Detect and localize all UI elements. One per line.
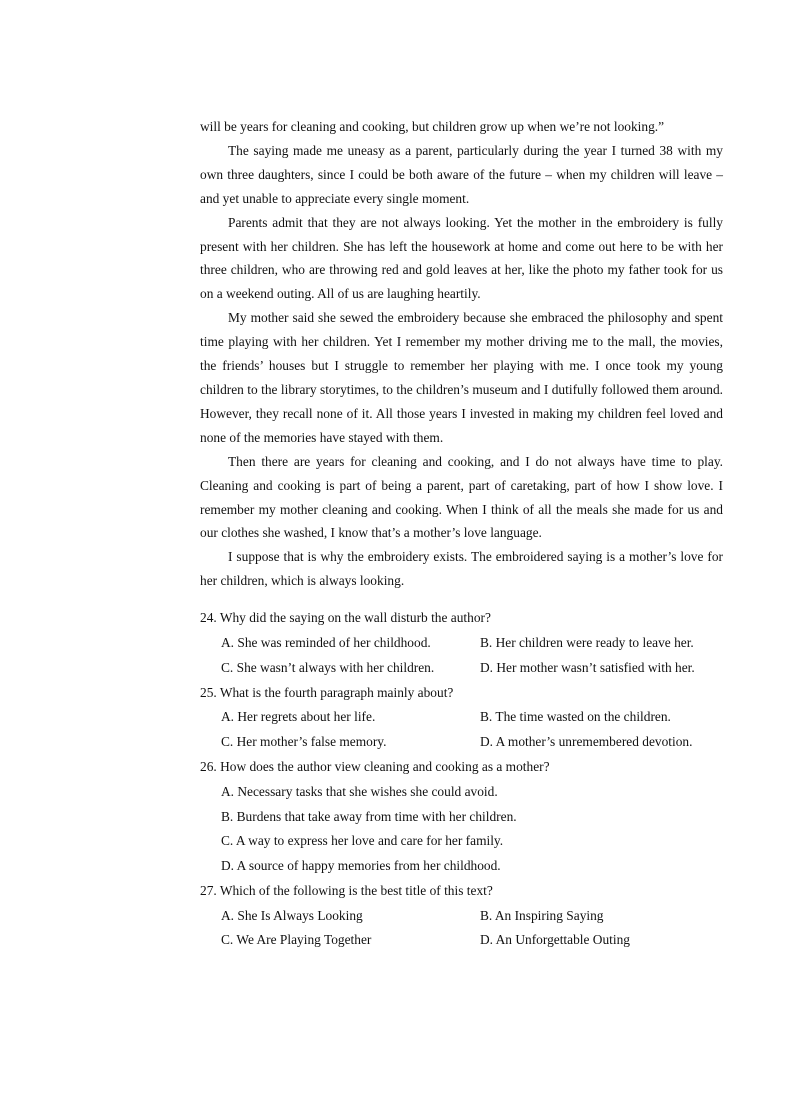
- question-26-option-c: C. A way to express her love and care for her family.: [221, 833, 504, 849]
- question-26-stem: 26. How does the author view cleaning and cooking as a mother?: [200, 758, 550, 774]
- question-26-option-b: B. Burdens that take away from time with her children.: [221, 808, 517, 824]
- passage-paragraph-3: Parents admit that they are not always looking. Yet the mother in the embroidery is fully present with her children. She has left the housework at home and come out here to be with her three children, who are throwing red and gold leaves at her, like the photo my father took for us on a weekend outing. All of us are laughing heartily.: [200, 214, 723, 302]
- passage-paragraph-6: I suppose that is why the embroidery exists. The embroidered saying is a mother’s love for her children, which is always looking.: [200, 549, 723, 589]
- question-26-options: [200, 780, 723, 879]
- question-27-option-c: C. We Are Playing Together: [221, 932, 372, 948]
- question-27: [200, 879, 723, 953]
- question-27-option-a: A. She Is Always Looking: [221, 907, 363, 923]
- question-26: [200, 755, 723, 879]
- question-list: [200, 606, 723, 953]
- question-25-options: [200, 705, 723, 755]
- question-27-option-d: D. An Unforgettable Outing: [480, 932, 631, 948]
- question-26-option-d: D. A source of happy memories from her childhood.: [221, 858, 501, 874]
- question-25: [200, 681, 723, 755]
- passage-paragraph-5: Then there are years for cleaning and cooking, and I do not always have time to play. Cleaning and cooking is part of being a parent, part of caretaking, part of how I show love. I remember my mother cleaning and cooking. When I think of all the meals she made for us and our clothes she washed, I know that’s a mother’s love language.: [200, 453, 723, 541]
- reading-passage: [200, 115, 723, 593]
- question-25-option-c: C. Her mother’s false memory.: [221, 734, 387, 750]
- question-24-stem: 24. Why did the saying on the wall disturb the author?: [200, 610, 491, 626]
- question-25-stem: 25. What is the fourth paragraph mainly about?: [200, 684, 454, 700]
- question-24-option-c: C. She wasn’t always with her children.: [221, 659, 435, 675]
- question-24-option-d: D. Her mother wasn’t satisfied with her.: [480, 659, 695, 675]
- passage-paragraph-4: My mother said she sewed the embroidery because she embraced the philosophy and spent time playing with her children. Yet I remember my mother driving me to the mall, the movies, the friends’ houses but I struggle to remember her playing with me. I once took my young children to the library storytimes, to the children’s museum and I dutifully followed them around. However, they recall none of it. All those years I invested in making my children feel loved and none of the memories have stayed with them.: [200, 310, 723, 445]
- question-24-option-b: B. Her children were ready to leave her.: [480, 634, 694, 650]
- question-24-option-a: A. She was reminded of her childhood.: [221, 634, 431, 650]
- passage-paragraph-2: The saying made me uneasy as a parent, particularly during the year I turned 38 with my own three daughters, since I could be both aware of the future – when my children will leave – and yet unable to appreciate every single moment.: [200, 142, 723, 206]
- question-25-option-a: A. Her regrets about her life.: [221, 709, 376, 725]
- question-25-option-d: D. A mother’s unremembered devotion.: [480, 734, 693, 750]
- question-27-option-b: B. An Inspiring Saying: [480, 907, 604, 923]
- passage-paragraph-1: will be years for cleaning and cooking, but children grow up when we’re not looking.”: [200, 119, 665, 134]
- question-26-option-a: A. Necessary tasks that she wishes she could avoid.: [221, 783, 498, 799]
- exam-page: [200, 115, 723, 953]
- question-24: [200, 606, 723, 680]
- question-24-options: [200, 631, 723, 681]
- question-27-options: [200, 904, 723, 954]
- question-27-stem: 27. Which of the following is the best title of this text?: [200, 882, 493, 898]
- question-25-option-b: B. The time wasted on the children.: [480, 709, 671, 725]
